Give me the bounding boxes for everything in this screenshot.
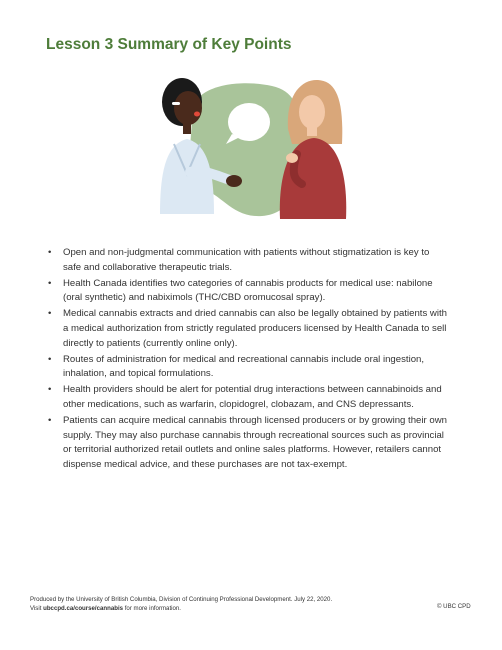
bullet-dot-icon: • xyxy=(48,414,52,426)
page-title: Lesson 3 Summary of Key Points xyxy=(46,36,292,53)
bullet-dot-icon: • xyxy=(48,353,52,365)
course-link[interactable]: ubccpd.ca/course/cannabis xyxy=(43,604,124,612)
list-item: • Routes of administration for medical and recreational cannabis include oral ingestion, inhalation, and topical formulations. xyxy=(48,353,425,380)
bullet-dot-icon: • xyxy=(48,247,52,258)
list-item: • Medical cannabis extracts and dried cannabis can also be legally obtained by patients with a medical authorization from strictly regulated producers licensed by Health Canada to sell directly to patients (currently online only). xyxy=(48,308,447,349)
conversation-illustration xyxy=(152,74,352,224)
list-item: • Open and non-judgmental communication with patients without stigmatization is key to safe and collaborative therapeutic trials. xyxy=(48,247,430,273)
copyright: © UBC CPD xyxy=(437,603,471,610)
footer xyxy=(30,596,390,613)
key-points-list xyxy=(46,246,450,474)
list-item: • Patients can acquire medical cannabis through licensed producers or by growing their own supply. They may also purchase cannabis through recreational sources such as provincial or territorial authorized retail outlets and online sales platforms. However, retailers cannot dispense medical advice, and these purchases are not tax-exempt. xyxy=(48,414,447,471)
footer-visit: Visit ubccpd.ca/course/cannabis for more information. xyxy=(30,604,181,612)
bullet-dot-icon: • xyxy=(48,384,52,396)
footer-produced-by: Produced by the University of British Columbia, Division of Continuing Professional Development. July 22, 2020. xyxy=(30,596,333,603)
list-item: • Health providers should be alert for potential drug interactions between cannabinoids and other medications, such as warfarin, clopidogrel, clobazam, and CNS depressants. xyxy=(48,384,442,410)
bullet-dot-icon: • xyxy=(48,277,52,289)
list-item: • Health Canada identifies two categories of cannabis products for medical use: nabilone (oral synthetic) and nabiximols (THC/CBD oromucosal spray). xyxy=(48,277,433,304)
bullet-dot-icon: • xyxy=(48,308,52,320)
